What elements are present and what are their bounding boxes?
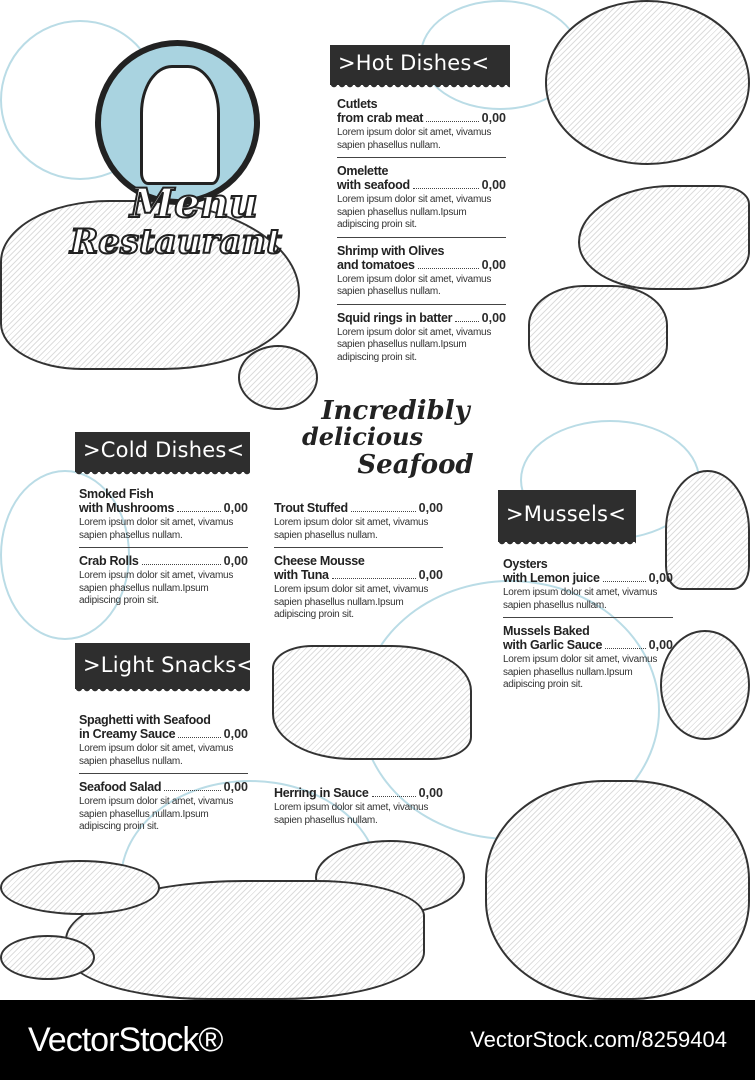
item-description: Lorem ipsum dolor sit amet, vivamus sapien phasellus nullam.: [337, 127, 492, 151]
section-header-light-snacks: >Light Snacks<: [75, 643, 250, 689]
item-name: Seafood Salad: [79, 780, 162, 794]
logo-menu-text: Menu: [130, 180, 258, 227]
slogan: [298, 398, 493, 480]
item-name-line-1: Shrimp with Olives: [337, 243, 445, 258]
tuna-illustration: [578, 185, 750, 290]
logo-restaurant-text: Restaurant: [70, 222, 282, 262]
item-name-line-1: Spaghetti with Seafood: [79, 713, 211, 727]
item-name: Crab Rolls: [79, 554, 139, 568]
item-price: 0,00: [418, 501, 443, 515]
item-description: Lorem ipsum dolor sit amet, vivamus sapien phasellus nullam.: [79, 743, 234, 767]
menu-item: [337, 94, 506, 158]
crab-illustration: [485, 780, 750, 1000]
menu-item: [337, 241, 506, 305]
item-name-line-1: Cheese Mousse: [274, 554, 365, 568]
leader-dots: [418, 268, 479, 269]
item-description: Lorem ipsum dolor sit amet, vivamus sapien phasellus nullam.: [274, 517, 429, 541]
watermark-footer: [0, 1000, 755, 1080]
mussels-illustration: [660, 630, 750, 740]
leader-dots: [413, 188, 479, 189]
item-description: Lorem ipsum dolor sit amet, vivamus sapien phasellus nullam.Ipsum adipiscing proin sit.: [337, 326, 492, 363]
item-name: with Mushrooms: [79, 501, 175, 515]
item-description: Lorem ipsum dolor sit amet, vivamus sapien phasellus nullam.Ipsum adipiscing proin sit.: [79, 570, 234, 606]
menu-item: [503, 621, 673, 697]
leader-dots: [351, 511, 416, 512]
item-name: Trout Stuffed: [274, 501, 348, 515]
section-header-hot-dishes: >Hot Dishes<: [330, 45, 510, 85]
flounder-illustration: [545, 0, 750, 165]
steak-illustration: [528, 285, 668, 385]
sardine-illustration: [0, 860, 160, 915]
middle-dishes-list: [274, 498, 443, 630]
item-price: 0,00: [481, 178, 506, 192]
mussels-list: [503, 554, 673, 700]
leader-dots: [142, 564, 221, 565]
slogan-line-2: delicious: [302, 422, 423, 451]
menu-item: [274, 498, 443, 548]
leader-dots: [603, 581, 646, 582]
fish-fillet-illustration: [272, 645, 472, 760]
leader-dots: [332, 578, 416, 579]
footer-brand: VectorStock®: [28, 1020, 223, 1059]
slogan-line-3: Seafood: [357, 450, 474, 480]
menu-item: [79, 484, 248, 548]
item-name: with Garlic Sauce: [503, 638, 603, 652]
item-price: 0,00: [481, 310, 506, 325]
item-price: 0,00: [223, 727, 248, 741]
chef-icon: [140, 65, 220, 185]
item-description: Lorem ipsum dolor sit amet, vivamus sapien phasellus nullam.: [337, 273, 492, 297]
menu-item: [79, 777, 248, 839]
shell-illustration: [665, 470, 750, 590]
item-price: 0,00: [418, 568, 443, 582]
leader-dots: [177, 511, 221, 512]
item-name: and tomatoes: [337, 257, 415, 272]
item-description: Lorem ipsum dolor sit amet, vivamus sapien phasellus nullam.Ipsum adipiscing proin sit.: [274, 584, 429, 620]
item-name-line-1: Omelette: [337, 164, 389, 178]
restaurant-logo: [70, 40, 310, 270]
item-price: 0,00: [648, 638, 673, 652]
item-description: Lorem ipsum dolor sit amet, vivamus sapien phasellus nullam.: [274, 802, 429, 826]
footer-url: VectorStock.com/8259404: [470, 1027, 727, 1052]
item-name: with Lemon juice: [503, 571, 600, 585]
menu-item: [79, 551, 248, 613]
item-description: Lorem ipsum dolor sit amet, vivamus sapien phasellus nullam.Ipsum adipiscing proin sit.: [337, 194, 492, 230]
leader-dots: [455, 321, 478, 322]
item-description: Lorem ipsum dolor sit amet, vivamus sapien phasellus nullam.: [503, 587, 658, 611]
item-description: Lorem ipsum dolor sit amet, vivamus sapien phasellus nullam.: [79, 517, 234, 541]
leader-dots: [372, 796, 416, 797]
item-price: 0,00: [481, 111, 506, 125]
leader-dots: [178, 737, 220, 738]
item-price: 0,00: [223, 780, 248, 794]
menu-item: [337, 161, 506, 238]
menu-item: [274, 783, 443, 832]
leader-dots: [426, 121, 479, 122]
menu-item: [503, 554, 673, 618]
item-description: Lorem ipsum dolor sit amet, vivamus sapien phasellus nullam.Ipsum adipiscing proin sit.: [79, 796, 234, 832]
cold-dishes-list: [79, 484, 248, 616]
leader-dots: [605, 648, 646, 649]
item-price: 0,00: [223, 554, 248, 568]
sardine-illustration: [0, 935, 95, 980]
item-price: 0,00: [648, 571, 673, 585]
item-name-line-1: Oysters: [503, 557, 548, 571]
item-name: with seafood: [337, 178, 410, 192]
item-name-line-1: Cutlets: [337, 97, 378, 111]
item-price: 0,00: [481, 257, 506, 272]
item-name-line-1: Smoked Fish: [79, 487, 154, 501]
item-name: from crab meat: [337, 111, 424, 125]
item-name: Herring in Sauce: [274, 786, 369, 800]
item-name-line-1: Mussels Baked: [503, 624, 590, 638]
section-header-mussels: >Mussels<: [498, 490, 636, 542]
menu-item: [274, 551, 443, 627]
item-price: 0,00: [223, 501, 248, 515]
slogan-line-1: Incredibly: [321, 396, 470, 426]
item-description: Lorem ipsum dolor sit amet, vivamus sapien phasellus nullam.Ipsum adipiscing proin sit.: [503, 654, 658, 690]
herring-list: [274, 783, 443, 835]
menu-item: [337, 308, 506, 370]
item-name: Squid rings in batter: [337, 310, 453, 325]
menu-item: [79, 710, 248, 774]
leader-dots: [164, 790, 220, 791]
hot-dishes-list: [337, 94, 506, 372]
item-price: 0,00: [418, 786, 443, 800]
item-name: in Creamy Sauce: [79, 727, 176, 741]
item-name: with Tuna: [274, 568, 329, 582]
light-snacks-list: [79, 710, 248, 842]
section-header-cold-dishes: >Cold Dishes<: [75, 432, 250, 472]
